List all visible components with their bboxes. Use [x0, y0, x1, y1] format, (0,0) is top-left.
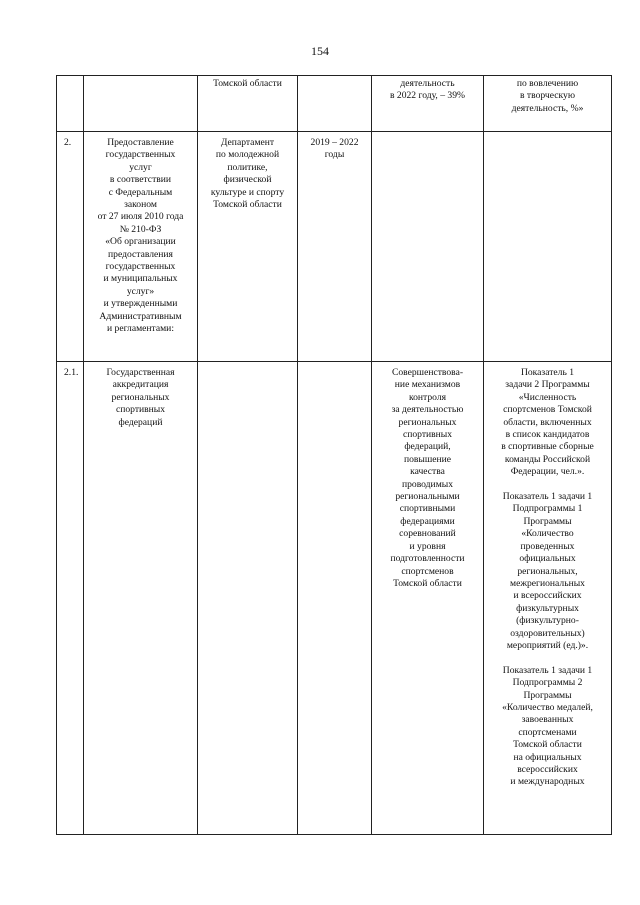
- cell-executor: Томской области: [198, 76, 298, 132]
- cell-executor: [198, 362, 298, 835]
- cell-result: Совершенствова- ние механизмов контроля за деятельностью региональных спортивных федераций, повышение качества проводимых региональными спортивными федерациями соревнований и уровня подготовленности спортсменов Томской области: [372, 362, 484, 835]
- table-row: [57, 362, 612, 835]
- cell-measure: [84, 76, 198, 132]
- cell-result: деятельность в 2022 году, – 39%: [372, 76, 484, 132]
- table-row: [57, 76, 612, 132]
- cell-period: 2019 – 2022 годы: [298, 132, 372, 362]
- cell-result: [372, 132, 484, 362]
- cell-measure: Предоставление государственных услуг в соответствии с Федеральным законом от 27 июля 2010 года № 210-ФЗ «Об организации предоставления государственных и муниципальных услуг» и утвержденными Административным и регламентами:: [84, 132, 198, 362]
- cell-period: [298, 362, 372, 835]
- table-row: [57, 132, 612, 362]
- cell-indicator: по вовлечению в творческую деятельность, %»: [484, 76, 612, 132]
- cell-executor: Департамент по молодежной политике, физической культуре и спорту Томской области: [198, 132, 298, 362]
- page-number: 154: [311, 44, 329, 58]
- cell-number: 2.1.: [57, 362, 84, 835]
- program-measures-table: [56, 75, 612, 835]
- cell-number: [57, 76, 84, 132]
- cell-measure: Государственная аккредитация региональных спортивных федераций: [84, 362, 198, 835]
- cell-number: 2.: [57, 132, 84, 362]
- cell-period: [298, 76, 372, 132]
- cell-indicator: Показатель 1 задачи 2 Программы «Численность спортсменов Томской области, включенных в список кандидатов в спортивные сборные команды Российской Федерации, чел.». Показатель 1 задачи 1 Подпрограммы 1 Программы «Количество проведенных официальных региональных, межрегиональных и всероссийских физкультурных (физкультурно- оздоровительных) мероприятий (ед.)». Показатель 1 задачи 1 Подпрограммы 2 Программы «Количество медалей, завоеванных спортсменами Томской области на официальных всероссийских и международных: [484, 362, 612, 835]
- cell-indicator: [484, 132, 612, 362]
